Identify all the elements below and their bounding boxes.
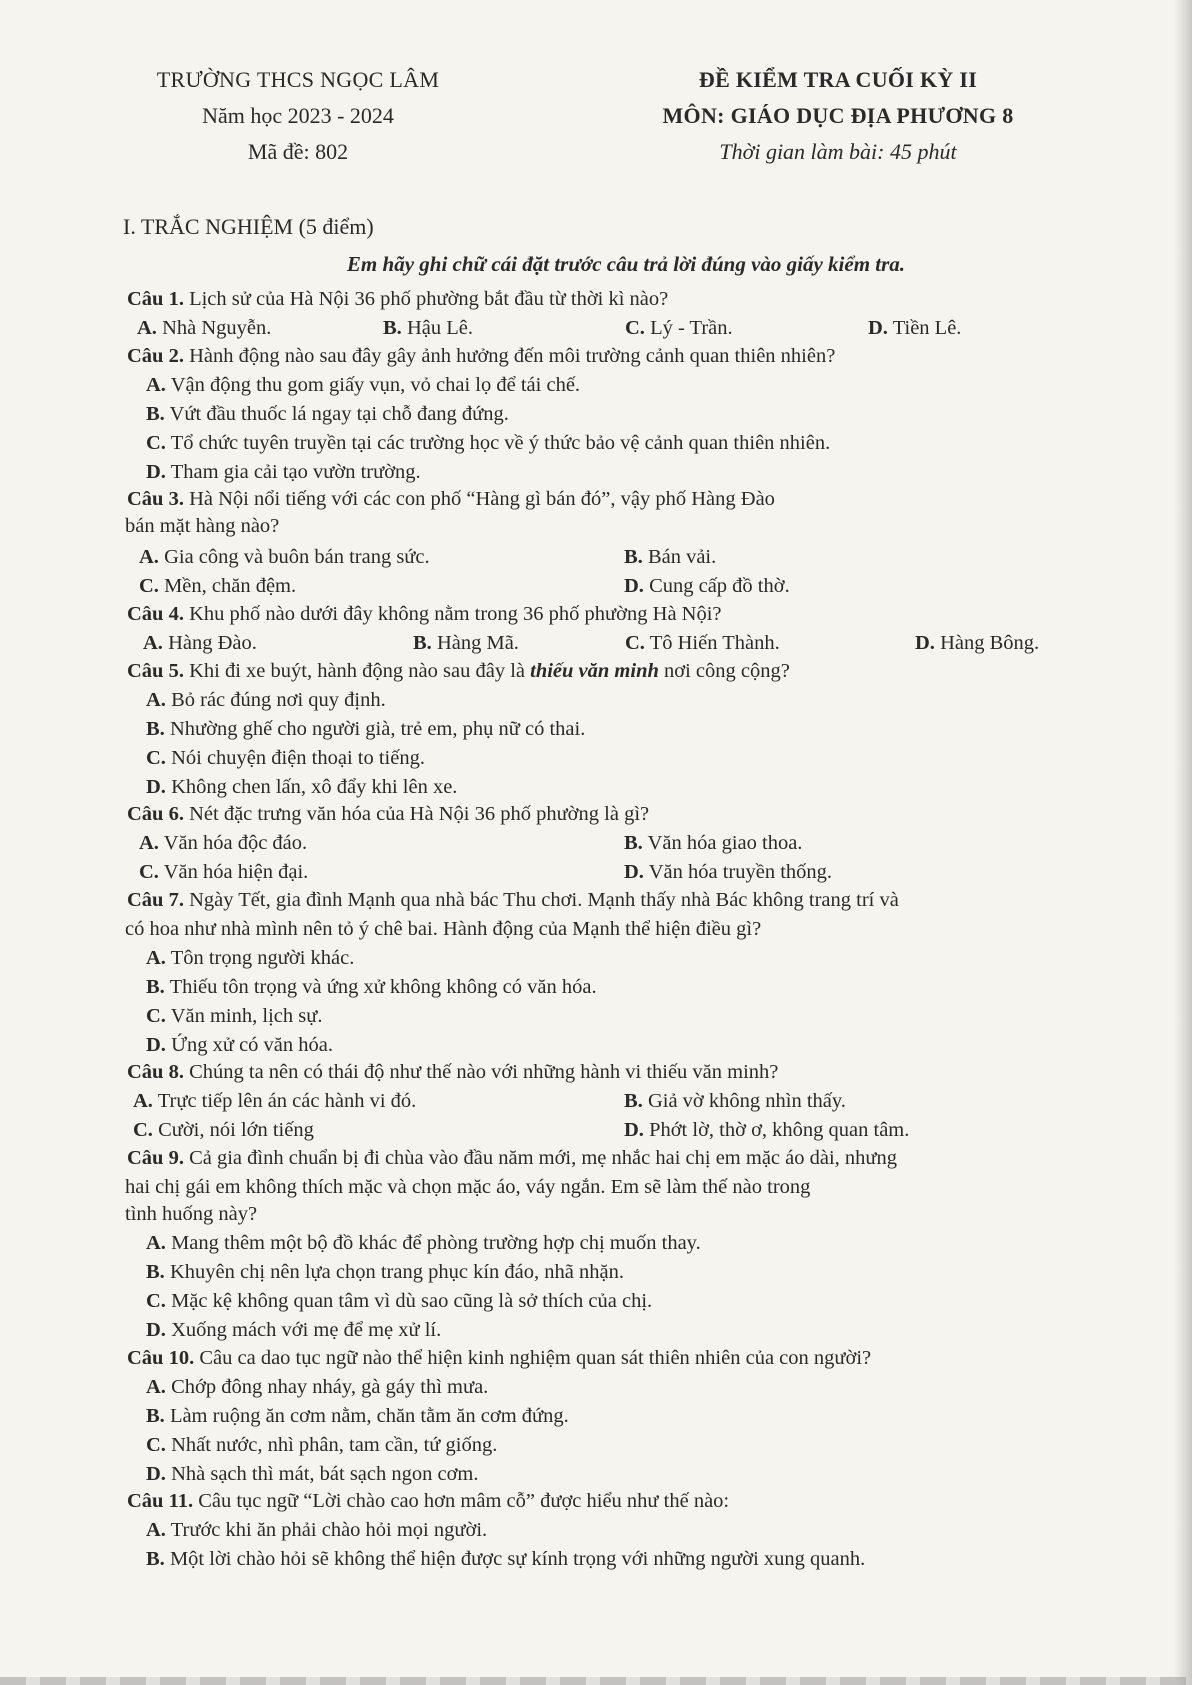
question-text: Hành động nào sau đây gây ảnh hưởng đến môi trường cảnh quan thiên nhiên? xyxy=(189,345,836,367)
option-text: Ứng xử có văn hóa. xyxy=(171,1034,334,1056)
option-text: Làm ruộng ăn cơm nằm, chăn tằm ăn cơm đứng. xyxy=(169,1405,569,1427)
question-9-line-3 xyxy=(125,1199,257,1229)
option-letter: A. xyxy=(139,546,159,568)
exam-code: Mã đề: 802 xyxy=(247,139,349,164)
option-text: Tôn trọng người khác. xyxy=(170,947,355,969)
option-text: Phớt lờ, thờ ơ, không quan tâm. xyxy=(649,1119,910,1141)
question-5 xyxy=(127,656,790,686)
question-4 xyxy=(127,599,722,629)
option-text: Hàng Bông. xyxy=(940,632,1040,654)
option-d xyxy=(146,1459,479,1489)
question-text: Lịch sử của Hà Nội 36 phố phường bắt đầu từ thời kì nào? xyxy=(189,288,669,310)
option-text: Nói chuyện điện thoại to tiếng. xyxy=(171,747,425,769)
option-letter: A. xyxy=(137,317,157,339)
option-letter: C. xyxy=(139,575,159,597)
question-3-line-2 xyxy=(125,511,279,541)
question-number: Câu 6. xyxy=(127,803,184,825)
option-letter: A. xyxy=(139,832,159,854)
option-text: Vận động thu gom giấy vụn, vỏ chai lọ để tái chế. xyxy=(170,374,581,396)
question-number: Câu 4. xyxy=(127,603,184,625)
option-a xyxy=(146,943,354,973)
option-b xyxy=(146,399,509,429)
option-a xyxy=(146,685,386,715)
option-b xyxy=(624,1086,846,1116)
option-text: Không chen lấn, xô đẩy khi lên xe. xyxy=(171,776,458,798)
option-text: Nhà Nguyễn. xyxy=(162,317,272,339)
question-number: Câu 7. xyxy=(127,889,184,911)
option-text: Nhà sạch thì mát, bát sạch ngon cơm. xyxy=(171,1463,479,1485)
option-letter: C. xyxy=(625,317,645,339)
option-a xyxy=(146,1228,701,1258)
option-a xyxy=(139,542,430,572)
option-text: Khuyên chị nên lựa chọn trang phục kín đáo, nhã nhặn. xyxy=(169,1261,624,1283)
option-letter: A. xyxy=(146,1519,166,1541)
question-text: nơi công cộng? xyxy=(658,660,790,682)
option-letter: A. xyxy=(143,632,163,654)
option-text: Trực tiếp lên án các hành vi đó. xyxy=(157,1090,417,1112)
question-text: tình huống này? xyxy=(125,1203,258,1225)
exam-header xyxy=(618,62,1058,170)
option-text: Tiền Lê. xyxy=(892,317,962,339)
question-text: Chúng ta nên có thái độ như thế nào với những hành vi thiếu văn minh? xyxy=(189,1061,779,1083)
option-text: Giả vờ không nhìn thấy. xyxy=(647,1090,846,1112)
scan-edge-shadow xyxy=(1174,0,1192,1685)
option-letter: D. xyxy=(146,776,166,798)
option-letter: C. xyxy=(146,1290,166,1312)
option-c xyxy=(625,313,733,343)
option-c xyxy=(146,1001,322,1031)
option-b xyxy=(146,1257,624,1287)
option-letter: B. xyxy=(146,1405,165,1427)
option-b xyxy=(624,828,802,858)
option-letter: B. xyxy=(624,832,643,854)
option-letter: B. xyxy=(383,317,402,339)
option-letter: C. xyxy=(133,1119,153,1141)
option-d xyxy=(915,628,1039,658)
question-1 xyxy=(127,284,668,314)
option-letter: D. xyxy=(146,1319,166,1341)
option-letter: B. xyxy=(146,976,165,998)
question-text: Hà Nội nổi tiếng với các con phố “Hàng gì bán đó”, vậy phố Hàng Đào xyxy=(189,488,775,510)
option-letter: B. xyxy=(624,1090,643,1112)
section-title: I. TRẮC NGHIỆM (5 điểm) xyxy=(123,214,374,239)
question-number: Câu 9. xyxy=(127,1147,184,1169)
option-letter: A. xyxy=(133,1090,153,1112)
option-letter: C. xyxy=(146,1005,166,1027)
option-b xyxy=(624,542,716,572)
option-d xyxy=(146,1030,333,1060)
question-number: Câu 1. xyxy=(127,288,184,310)
option-letter: A. xyxy=(146,1376,166,1398)
question-number: Câu 10. xyxy=(127,1347,195,1369)
option-text: Chớp đông nhay nháy, gà gáy thì mưa. xyxy=(171,1376,489,1398)
option-c xyxy=(146,428,830,458)
question-number: Câu 2. xyxy=(127,345,184,367)
option-a xyxy=(133,1086,416,1116)
option-letter: D. xyxy=(624,1119,644,1141)
question-number: Câu 8. xyxy=(127,1061,184,1083)
option-letter: D. xyxy=(915,632,935,654)
question-number: Câu 3. xyxy=(127,488,184,510)
option-text: Thiếu tôn trọng và ứng xử không không có văn hóa. xyxy=(169,976,597,998)
option-text: Tổ chức tuyên truyền tại các trường học về ý thức bảo vệ cảnh quan thiên nhiên. xyxy=(170,432,831,454)
question-text: Câu tục ngữ “Lời chào cao hơn mâm cỗ” được hiểu như thế nào: xyxy=(198,1490,730,1512)
option-c xyxy=(133,1115,314,1145)
question-2 xyxy=(127,341,835,371)
question-9-line-2 xyxy=(125,1172,810,1202)
option-letter: A. xyxy=(146,374,166,396)
question-8 xyxy=(127,1057,778,1087)
exam-subject: MÔN: GIÁO DỤC ĐỊA PHƯƠNG 8 xyxy=(662,103,1014,128)
option-c xyxy=(146,1286,652,1316)
option-letter: C. xyxy=(146,747,166,769)
option-a xyxy=(146,1372,488,1402)
option-b xyxy=(146,1401,569,1431)
option-d xyxy=(624,857,832,887)
option-text: Văn minh, lịch sự. xyxy=(170,1005,323,1027)
question-number: Câu 11. xyxy=(127,1490,194,1512)
question-3 xyxy=(127,484,775,514)
school-year: Năm học 2023 - 2024 xyxy=(202,103,394,128)
option-text: Một lời chào hỏi sẽ không thể hiện được sự kính trọng với những người xung quanh. xyxy=(169,1548,866,1570)
question-text: Câu ca dao tục ngữ nào thể hiện kinh nghiệm quan sát thiên nhiên của con người? xyxy=(199,1347,872,1369)
question-10 xyxy=(127,1343,871,1373)
question-text: Ngày Tết, gia đình Mạnh qua nhà bác Thu chơi. Mạnh thấy nhà Bác không trang trí và xyxy=(189,889,899,911)
option-b xyxy=(413,628,519,658)
option-letter: D. xyxy=(624,861,644,883)
option-text: Văn hóa truyền thống. xyxy=(648,861,833,883)
option-text: Cung cấp đồ thờ. xyxy=(649,575,790,597)
option-c xyxy=(146,743,425,773)
emphasis-text: thiếu văn minh xyxy=(530,660,659,682)
option-d xyxy=(624,571,790,601)
option-letter: B. xyxy=(146,718,165,740)
option-text: Văn hóa hiện đại. xyxy=(163,861,309,883)
option-text: Mền, chăn đệm. xyxy=(164,575,297,597)
question-text: Khu phố nào dưới đây không nằm trong 36 phố phường Hà Nội? xyxy=(189,603,722,625)
option-letter: A. xyxy=(146,1232,166,1254)
option-text: Trước khi ăn phải chào hỏi mọi người. xyxy=(170,1519,488,1541)
question-text: Khi đi xe buýt, hành động nào sau đây là xyxy=(189,660,531,682)
option-text: Xuống mách với mẹ để mẹ xử lí. xyxy=(171,1319,442,1341)
instruction: Em hãy ghi chữ cái đặt trước câu trả lời đúng vào giấy kiểm tra. xyxy=(346,252,906,276)
option-a xyxy=(139,828,307,858)
school-header xyxy=(118,62,478,170)
option-b xyxy=(383,313,473,343)
question-text: Nét đặc trưng văn hóa của Hà Nội 36 phố phường là gì? xyxy=(189,803,650,825)
option-letter: A. xyxy=(146,947,166,969)
option-text: Mang thêm một bộ đồ khác để phòng trường hợp chị muốn thay. xyxy=(171,1232,701,1254)
option-text: Mặc kệ không quan tâm vì dù sao cũng là sở thích của chị. xyxy=(171,1290,653,1312)
question-7-line-2 xyxy=(125,914,761,944)
option-letter: D. xyxy=(624,575,644,597)
option-c xyxy=(139,857,308,887)
question-9 xyxy=(127,1143,897,1173)
option-text: Lý - Trần. xyxy=(650,317,733,339)
option-text: Tham gia cải tạo vườn trường. xyxy=(170,461,421,483)
option-d xyxy=(868,313,961,343)
option-letter: B. xyxy=(146,1548,165,1570)
question-number: Câu 5. xyxy=(127,660,184,682)
option-letter: B. xyxy=(624,546,643,568)
option-b xyxy=(146,1544,865,1574)
option-letter: A. xyxy=(146,689,166,711)
option-d xyxy=(146,1315,441,1345)
school-name: TRƯỜNG THCS NGỌC LÂM xyxy=(156,67,440,92)
question-text: có hoa như nhà mình nên tỏ ý chê bai. Hành động của Mạnh thể hiện điều gì? xyxy=(125,918,762,940)
option-text: Vứt đầu thuốc lá ngay tại chỗ đang đứng. xyxy=(169,403,509,425)
option-b xyxy=(146,972,597,1002)
option-text: Văn hóa giao thoa. xyxy=(647,832,803,854)
option-letter: D. xyxy=(146,461,166,483)
scan-bottom-edge xyxy=(0,1677,1192,1685)
option-a xyxy=(143,628,257,658)
option-letter: C. xyxy=(146,1434,166,1456)
option-c xyxy=(625,628,780,658)
option-letter: C. xyxy=(139,861,159,883)
option-letter: D. xyxy=(868,317,888,339)
option-letter: B. xyxy=(146,403,165,425)
option-letter: D. xyxy=(146,1463,166,1485)
option-text: Nhất nước, nhì phân, tam cần, tứ giống. xyxy=(171,1434,498,1456)
option-c xyxy=(139,571,296,601)
question-7 xyxy=(127,885,899,915)
option-text: Tô Hiến Thành. xyxy=(649,632,780,654)
option-text: Cười, nói lớn tiếng xyxy=(158,1119,314,1141)
question-text: bán mặt hàng nào? xyxy=(125,515,280,537)
option-letter: D. xyxy=(146,1034,166,1056)
option-text: Hàng Mã. xyxy=(436,632,519,654)
option-text: Hậu Lê. xyxy=(406,317,473,339)
option-d xyxy=(624,1115,909,1145)
option-text: Văn hóa độc đáo. xyxy=(163,832,308,854)
option-d xyxy=(146,772,457,802)
option-letter: C. xyxy=(146,432,166,454)
exam-time: Thời gian làm bài: 45 phút xyxy=(719,139,957,164)
option-b xyxy=(146,714,585,744)
option-text: Bán vải. xyxy=(647,546,717,568)
question-text: hai chị gái em không thích mặc và chọn mặc áo, váy ngắn. Em sẽ làm thế nào trong xyxy=(125,1176,811,1198)
question-text: Cả gia đình chuẩn bị đi chùa vào đầu năm mới, mẹ nhắc hai chị em mặc áo dài, nhưng xyxy=(189,1147,898,1169)
question-6 xyxy=(127,799,649,829)
option-d xyxy=(146,457,421,487)
option-text: Hàng Đào. xyxy=(168,632,257,654)
option-a xyxy=(137,313,271,343)
exam-title: ĐỀ KIỂM TRA CUỐI KỲ II xyxy=(698,67,978,92)
option-c xyxy=(146,1430,497,1460)
option-letter: B. xyxy=(146,1261,165,1283)
option-text: Gia công và buôn bán trang sức. xyxy=(164,546,430,568)
option-a xyxy=(146,1515,487,1545)
option-text: Bỏ rác đúng nơi quy định. xyxy=(171,689,386,711)
option-letter: B. xyxy=(413,632,432,654)
option-text: Nhường ghế cho người già, trẻ em, phụ nữ có thai. xyxy=(169,718,586,740)
question-11 xyxy=(127,1486,729,1516)
option-a xyxy=(146,370,580,400)
option-letter: C. xyxy=(625,632,645,654)
